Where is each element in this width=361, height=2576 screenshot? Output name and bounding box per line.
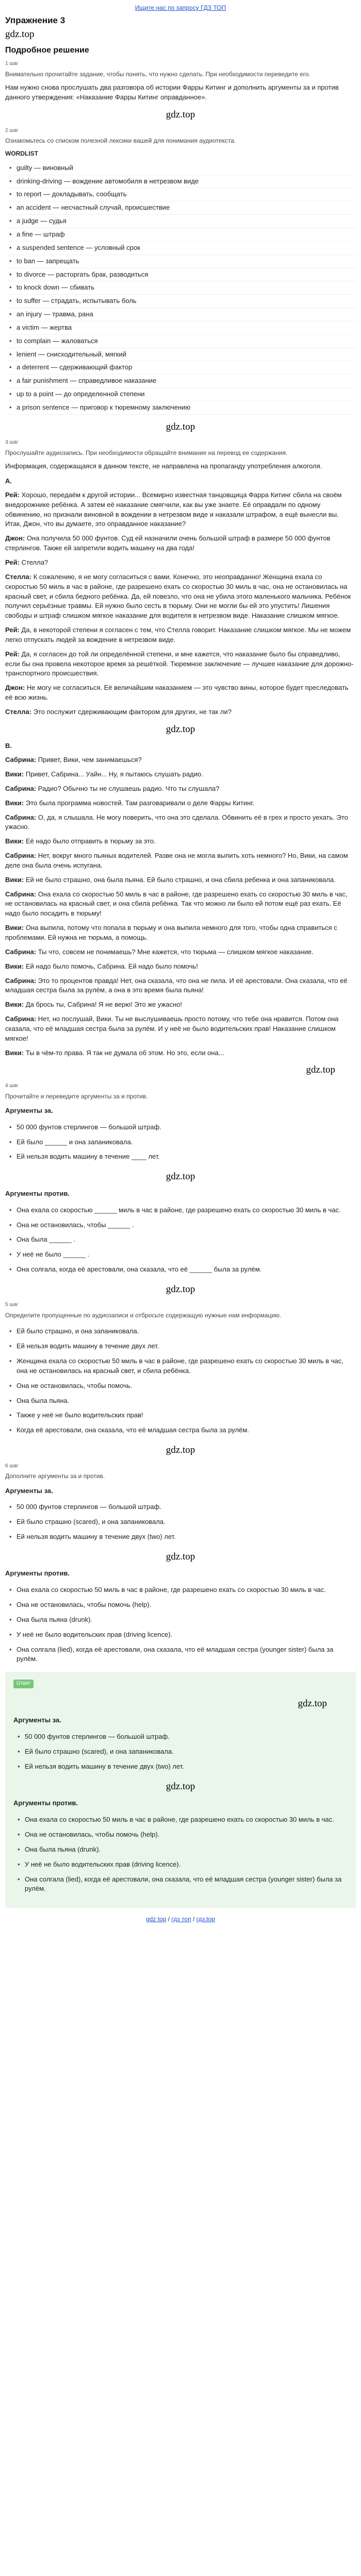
filled-for-title: Аргументы за.	[5, 1486, 53, 1495]
answer-against-title: Аргументы против.	[13, 1799, 78, 1807]
list-item: • Она солгала (lied), когда её арестовали, она сказала, что её младшая сестра (younger sister) была за рулём.	[13, 1872, 348, 1897]
filled-against-title: Аргументы против.	[5, 1569, 70, 1578]
task-against-list	[5, 1203, 356, 1277]
dialogue-text: Ей не было страшно, она была пьяна. Ей было страшно, и она сбила ребенка и она запаниковала.	[25, 875, 336, 884]
list-item: • Она не остановилась, чтобы помочь (help).	[5, 1598, 356, 1613]
list-item: • Она была пьяна.	[5, 1394, 356, 1409]
dialogue-line	[5, 755, 356, 765]
page-title: Упражнение 3	[5, 15, 65, 25]
list-item: • Она ехала со скоростью 50 миль в час в районе, где разрешено ехать со скоростью 30 миль в час.	[5, 1583, 356, 1598]
dialogue-line	[5, 625, 356, 645]
list-item: • У неё не было водительских прав (driving licence).	[13, 1857, 348, 1872]
dialogue-line	[5, 962, 356, 972]
dialogue-line	[5, 976, 356, 996]
speaker-name: Сабрина:	[5, 813, 37, 821]
answer-for-list	[13, 1730, 348, 1774]
list-item: • drinking-driving — вождение автомобиля в нетрезвом виде	[5, 175, 356, 189]
list-item: • Она не остановилась, чтобы помочь (help).	[13, 1827, 348, 1842]
dialogue-line	[5, 1048, 356, 1058]
answer-box	[5, 1672, 356, 1908]
list-item: • an accident — несчастный случай, происшествие	[5, 201, 356, 215]
speaker-name: Вики:	[5, 1048, 24, 1057]
answer-badge: Ответ	[13, 1680, 34, 1688]
speaker-name: Вики:	[5, 799, 24, 807]
step-5-label: 5 шаг	[5, 1302, 19, 1308]
list-item: • Она была пьяна (drunk).	[5, 1613, 356, 1628]
speaker-name: Стелла:	[5, 572, 32, 581]
filled-against-list	[5, 1583, 356, 1667]
speaker-name: Вики:	[5, 924, 24, 932]
step-3-label: 3 шаг	[5, 439, 19, 446]
list-item: • Ей было ______ и она запаниковала.	[5, 1135, 356, 1150]
dialogue-text: Её надо было отправить в тюрьму за это.	[25, 837, 156, 845]
list-item: • 50 000 фунтов стерлингов — большой штраф.	[5, 1500, 356, 1515]
dialogue-text: Радио? Обычно ты не слушаешь радио. Что ты слушала?	[38, 784, 220, 792]
speaker-name: Рей:	[5, 490, 20, 499]
dialogue-line	[5, 1000, 356, 1010]
dialogue-text: Это была программа новостей. Там разговаривали о деле Фарры Китинг.	[25, 799, 255, 807]
step-3-text: Информация, содержащаяся в данном тексте, не направлена на пропаганду употребления алкоголя.	[5, 462, 322, 470]
list-item: • an injury — травма, рана	[5, 308, 356, 321]
dialogue-text: Нет, вокруг много пьяных водителей. Разве она не могла выпить хоть немного? Но, Вики, на самом деле она была очень испугана.	[5, 852, 348, 869]
dialogue-line	[5, 837, 356, 846]
speaker-name: Вики:	[5, 770, 24, 778]
list-item: • Ей нельзя водить машину в течение ____ лет.	[5, 1149, 356, 1164]
dialogue-b-label: B.	[5, 742, 12, 750]
facts-list	[5, 1324, 356, 1438]
dialogue-text: Это то процентов правда! Нет, она сказала, что она не пила. И её арестовали. Она сказала, что её младшая сестра была за рулём, а она в это время была пьяна!	[5, 976, 348, 994]
dialogue-text: Не могу не согласиться. Её величайшим наказанием — это чувство вины, которое будет преследовать её всю жизнь.	[5, 684, 349, 702]
dialogue-line	[5, 1014, 356, 1044]
list-item: • Ей нельзя водить машину в течение двух (two) лет.	[5, 1530, 356, 1545]
speaker-name: Рей:	[5, 650, 20, 658]
dialogue-text: Ты что, совсем не понимаешь? Мне кажется, что тюрьма — слишком мягкое наказание.	[38, 947, 314, 956]
dialogue-line	[5, 490, 356, 529]
speaker-name: Сабрина:	[5, 890, 37, 898]
list-item: • Она была пьяна (drunk).	[13, 1842, 348, 1857]
task-for-list	[5, 1120, 356, 1165]
footer-link[interactable]: гдз.top	[196, 1916, 215, 1923]
dialogue-line	[5, 784, 356, 794]
watermark: gdz.top	[166, 421, 195, 432]
speaker-name: Вики:	[5, 962, 24, 970]
speaker-name: Сабрина:	[5, 784, 37, 792]
speaker-name: Вики:	[5, 1001, 24, 1009]
dialogue-text: Стелла?	[21, 558, 48, 566]
dialogue-text: Она получила 50 000 фунтов. Суд ей назначили очень большой штраф в размере 50 000 фунтов стерлингов. Также ей запретили водить машину на два года!	[5, 534, 331, 552]
step-1-text: Нам нужно снова прослушать два разговора об истории Фарры Китинг и дополнить аргументы за и против данного утверждения: «Наказание Фарры Китинг оправданное».	[5, 83, 339, 101]
dialogue-a	[5, 490, 356, 717]
dialogue-text: Нет, но послушай, Вики. Ты не выслушиваешь просто потому, что тебе она нравится. Потом она сказала, что её младшая сестра была за рулём. И у неё не было водительских прав! Наказание слишком мягкое!	[5, 1015, 339, 1042]
list-item: • up to a point — до определенной степени	[5, 388, 356, 401]
dialogue-line	[5, 534, 356, 553]
list-item: • Ей было страшно, и она запаниковала.	[5, 1324, 356, 1339]
watermark: gdz.top	[166, 1171, 195, 1182]
list-item: • a fair punishment — справедливое наказание	[5, 375, 356, 388]
step-4-label: 4 шаг	[5, 1083, 19, 1089]
dialogue-line	[5, 890, 356, 919]
speaker-name: Сабрина:	[5, 976, 37, 985]
speaker-name: Сабрина:	[5, 947, 37, 956]
watermark: gdz.top	[166, 1551, 195, 1562]
dialogue-line	[5, 923, 356, 943]
filled-for-list	[5, 1500, 356, 1545]
step-3-note: Прослушайте аудиозапись. При необходимости обращайте внимание на перевод ее содержания.	[5, 449, 288, 456]
dialogue-line	[5, 875, 356, 885]
list-item: • to complain — жаловаться	[5, 335, 356, 348]
dialogue-text: Ей надо было помочь, Сабрина. Ей надо было помочь!	[25, 962, 198, 970]
dialogue-a-label: A.	[5, 477, 12, 485]
dialogue-line	[5, 650, 356, 679]
dialogue-text: Привет, Сабрина... Уайн... Ну, я пытаюсь слушать радио.	[25, 770, 203, 778]
list-item: • Ей было страшно (scared), и она запаниковала.	[13, 1744, 348, 1759]
dialogue-line	[5, 707, 356, 717]
dialogue-text: Хорошо, передаём к другой истории... Всемирно известная танцовщица Фарра Китинг сбила на своём внедорожнике ребёнка. А затем её наказание смягчили, как вы уже знаете. Её оправдали по одному обвинению, но признали виновной в вождении в нетрезвом виде и наказали штрафом, а ещё вынесли вы. Итак, Джон, что вы думаете, это оправданное наказание?	[5, 490, 342, 528]
dialogue-line	[5, 572, 356, 621]
speaker-name: Джон:	[5, 534, 25, 543]
step-2-label: 2 шаг	[5, 127, 19, 133]
dialogue-text: Она ехала со скоростью 50 миль в час в районе, где разрешено ехать со скоростью 30 миль в час, не остановилась на красный свет, и она сбила ребёнка. Так что можно ли было ей потом ещё раз ехать. Её надо было посадить в тюрьму!	[5, 890, 348, 918]
dialogue-text: Да, я согласен до той ли определённой степени, и мне кажется, что наказание было бы справедливо, если бы она провела некоторое время за решёткой. Тюремное заключение — лучшее наказание для дорожно-транспортного происшествия.	[5, 650, 354, 677]
footer-link[interactable]: gdz top	[146, 1916, 167, 1923]
task-against-title: Аргументы против.	[5, 1189, 70, 1197]
speaker-name: Рей:	[5, 626, 20, 634]
speaker-name: Сабрина:	[5, 1015, 37, 1023]
step-1-note: Внимательно прочитайте задание, чтобы понять, что нужно сделать. При необходимости переведите его.	[5, 70, 310, 78]
list-item: • Она не остановилась, чтобы помочь.	[5, 1379, 356, 1394]
dialogue-b	[5, 755, 356, 1058]
list-item: • Ей нельзя водить машину в течение двух лет.	[5, 1339, 356, 1354]
speaker-name: Сабрина:	[5, 852, 37, 860]
list-item: • to knock down — сбивать	[5, 281, 356, 295]
list-item: • to report — докладывать, сообщать	[5, 188, 356, 201]
list-item: • 50 000 фунтов стерлингов — большой штраф.	[5, 1120, 356, 1135]
wordlist-title: WORDLIST	[5, 150, 38, 158]
dialogue-line	[5, 799, 356, 808]
dialogue-text: Привет, Вики, чем занимаешься?	[38, 756, 142, 764]
answer-for-title: Аргументы за.	[13, 1716, 61, 1724]
dialogue-text: Она выпила, потому что попала в тюрьму и она выпила немного для того, чтобы одна справиться с проблемами. Ей нужна не тюрьма, а помощь.	[5, 924, 337, 942]
list-item: • lenient — снисходительный, мягкий	[5, 348, 356, 362]
dialogue-line	[5, 558, 356, 568]
list-item: • a deterrent — сдерживающий фактор	[5, 361, 356, 375]
list-item: • a prison sentence — приговор к тюремному заключению	[5, 401, 356, 415]
dialogue-text: Это послужит сдерживающим фактором для других, не так ли?	[33, 707, 232, 716]
list-item: • a judge — судья	[5, 215, 356, 228]
list-item: • a victim — жертва	[5, 321, 356, 335]
list-item: • Она ехала со скоростью 50 миль в час в районе, где разрешено ехать со скоростью 30 миль в час.	[13, 1812, 348, 1827]
step-2-note: Ознакомьтесь со списком полезной лексики вашей для понимания аудиотекста.	[5, 137, 236, 144]
list-item: • Также у неё не было водительских прав!	[5, 1408, 356, 1423]
list-item: • У неё не было водительских прав (driving licence).	[5, 1628, 356, 1642]
list-item: • Она была ______ .	[5, 1232, 356, 1247]
dialogue-line	[5, 947, 356, 957]
list-item: • Она солгала, когда её арестовали, она сказала, что её ______ была за рулём.	[5, 1262, 356, 1277]
list-item: • Женщина ехала со скоростью 50 миль в час в районе, где разрешено ехать со скоростью 30 миль в час, она не остановилась на красный свет, и сбила ребёнка.	[5, 1354, 356, 1379]
top-search-link[interactable]: Ищите нас по запросу ГДЗ ТОП	[135, 4, 226, 11]
list-item: • a suspended sentence — условный срок	[5, 242, 356, 255]
list-item: • Когда её арестовали, она сказала, что её младшая сестра была за рулём.	[5, 1423, 356, 1438]
speaker-name: Джон:	[5, 684, 25, 692]
dialogue-line	[5, 683, 356, 703]
step-6-label: 6 шаг	[5, 1463, 19, 1469]
watermark: gdz.top	[5, 28, 35, 40]
step-4-note: Прочитайте и переведите аргументы за и против.	[5, 1092, 148, 1100]
page-subtitle: Подробное решение	[5, 46, 89, 55]
dialogue-text: К сожалению, я не могу согласиться с вами. Конечно, это неоправданно! Женщина ехала со скоростью 50 миль в час в районе, где разрешено ехать со скоростью 30 миль в час, она не остановилась на красный свет, и сбила бедного ребёнка. Да, ей повезло, что она не убила этого маленького мальчика. Ребёнок получил серьёзные травмы. Ей нужно было сесть в тюрьму. Они не могли бы ей это упустить! Лишения свободы и штраф слишком мягкое наказание для водителя в нетрезвом виде. Наказание слишком мягкое.	[5, 572, 351, 620]
speaker-name: Вики:	[5, 875, 24, 884]
list-item: • Она не остановилась, чтобы ______ .	[5, 1218, 356, 1233]
step-5-note: Определите пропущенные по аудиозаписи и отбросьте содержащую нужные нам информацию.	[5, 1311, 282, 1319]
dialogue-text: Да, в некоторой степени я согласен с тем, что Стелла говорит. Наказание слишком мягкое. Мы не можем легко отпускать людей за вождение в нетрезвом виде.	[5, 626, 351, 643]
speaker-name: Сабрина:	[5, 756, 37, 764]
list-item: • to suffer — страдать, испытывать боль	[5, 295, 356, 308]
dialogue-text: Ты в чём-то права. Я так не думала об этом. Но это, если она...	[25, 1048, 224, 1057]
wordlist	[5, 162, 356, 415]
speaker-name: Рей:	[5, 558, 20, 566]
list-item: • to divorce — расторгать брак, разводиться	[5, 268, 356, 282]
top-banner	[5, 0, 356, 13]
footer: gdz top / гдз топ / гдз.top	[146, 1916, 215, 1923]
dialogue-text: О, да, я слышала. Не могу поверить, что она это сделала. Обвинить её в грех и просто уехать. Это ужасно.	[5, 813, 348, 831]
list-item: • a fine — штраф	[5, 228, 356, 242]
watermark: gdz.top	[166, 1445, 195, 1456]
watermark: gdz.top	[166, 109, 195, 120]
watermark: gdz.top	[166, 1781, 195, 1792]
list-item: • to ban — запрещать	[5, 255, 356, 268]
dialogue-line	[5, 813, 356, 833]
dialogue-line	[5, 851, 356, 871]
list-item: • Она ехала со скоростью ______ миль в час в районе, где разрешено ехать со скоростью 30 миль в час.	[5, 1203, 356, 1218]
watermark: gdz.top	[166, 723, 195, 735]
dialogue-text: Да брось ты, Сабрина! Я не верю! Это же ужасно!	[25, 1001, 182, 1009]
watermark: gdz.top	[306, 1064, 335, 1076]
speaker-name: Стелла:	[5, 707, 32, 716]
list-item: • Ей было страшно (scared), и она запаниковала.	[5, 1515, 356, 1530]
task-for-title: Аргументы за.	[5, 1106, 53, 1114]
list-item: • 50 000 фунтов стерлингов — большой штраф.	[13, 1730, 348, 1744]
dialogue-line	[5, 770, 356, 779]
watermark: gdz.top	[166, 1283, 195, 1295]
list-item: • guilty — виновный	[5, 162, 356, 175]
speaker-name: Вики:	[5, 837, 24, 845]
step-6-note: Дополните аргументы за и против.	[5, 1472, 105, 1480]
watermark: gdz.top	[298, 1698, 327, 1709]
footer-link[interactable]: гдз топ	[171, 1916, 191, 1923]
step-1-label: 1 шаг	[5, 61, 19, 67]
list-item: • Она солгала (lied), когда её арестовали, она сказала, что её младшая сестра (younger sister) была за рулём.	[5, 1642, 356, 1667]
list-item: • У неё не было ______ .	[5, 1247, 356, 1262]
list-item: • Ей нельзя водить машину в течение двух (two) лет.	[13, 1759, 348, 1774]
answer-against-list	[13, 1812, 348, 1896]
